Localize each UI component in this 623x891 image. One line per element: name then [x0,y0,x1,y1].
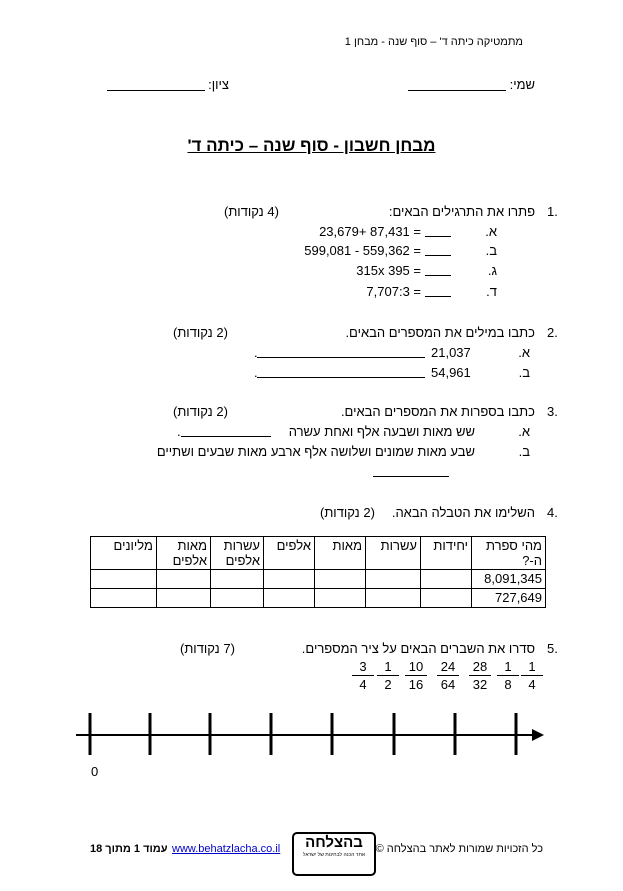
q2-points: (2 נקודות) [173,325,228,340]
q5-number: 5. [547,641,558,656]
table-cell[interactable] [315,589,366,608]
number-line [70,705,550,755]
grade-label: ציון: [208,77,229,92]
q1-answer-field[interactable] [425,264,451,276]
q3-item-value: שש מאות ושבעה אלף ואחת עשרה [288,424,475,439]
q3-answer-field[interactable] [373,465,449,477]
table-cell[interactable] [157,589,211,608]
q3-text: כתבו בספרות את המספרים הבאים. [340,404,535,419]
q2-item-letter: א. [518,345,530,360]
q4-text: השלימו את הטבלה הבאה. [391,505,535,520]
table-header: מהי ספרת ה-? [472,537,546,570]
footer-rights: כל הזכויות שמורות לאתר בהצלחה © [375,843,543,855]
q1-item-letter: א. [485,224,497,239]
site-link[interactable]: www.behatzlacha.co.il [172,843,281,855]
table-row [91,570,546,589]
period: . [177,424,181,439]
q1-answer-field[interactable] [425,225,451,237]
q3-number: 3. [547,404,558,419]
q3-item-letter: ב. [518,444,530,459]
fraction: $\frac{24}{64}$ [437,659,459,692]
fraction: $\frac{1}{8}$ [497,659,519,692]
table-cell-number: 8,091,345 [472,570,546,589]
q1-item-expr: 23,679+ 87,431 = [319,224,421,239]
table-header: מאות [315,537,366,570]
table-header: עשרות אלפים [211,537,264,570]
q3-points: (2 נקודות) [173,404,228,419]
page-title: מבחן חשבון - סוף שנה – כיתה ד' [187,136,436,155]
q3-answer-field[interactable] [181,425,271,437]
table-cell[interactable] [264,589,315,608]
q5-points: (7 נקודות) [180,641,235,656]
period: . [254,365,258,380]
q5-text: סדרו את השברים הבאים על ציר המספרים. [301,641,535,656]
table-cell[interactable] [91,589,157,608]
q1-item-letter: ב. [485,243,497,258]
logo [292,832,376,876]
table-header: אלפים [264,537,315,570]
q1-item-letter: ד. [486,284,497,299]
q1-item-letter: ג. [487,263,497,278]
q2-answer-field[interactable] [257,346,425,358]
q1-points: (4 נקודות) [224,204,279,219]
q4-points: (2 נקודות) [320,505,375,520]
q2-text: כתבו במילים את המספרים הבאים. [345,325,535,340]
table-cell[interactable] [421,570,472,589]
table-cell[interactable] [91,570,157,589]
table-header: מליונים [91,537,157,570]
table-cell[interactable] [211,570,264,589]
q2-number: 2. [547,325,558,340]
fraction: $\frac{10}{16}$ [405,659,427,692]
place-value-table [90,536,546,608]
table-cell[interactable] [211,589,264,608]
q2-item-letter: ב. [518,365,530,380]
header-title: מתמטיקה כיתה ד' – סוף שנה - מבחן 1 [344,36,523,48]
arrow-right-icon [532,729,544,741]
q2-item-value: 54,961 [431,365,471,380]
name-label: שמי: [509,77,535,92]
fraction: $\frac{28}{32}$ [469,659,491,692]
q1-answer-field[interactable] [425,244,451,256]
q1-item-expr: 315x 395 = [356,263,421,278]
q1-answer-field[interactable] [425,285,451,297]
q1-text: פתרו את התרגילים הבאים: [388,204,535,219]
table-cell-number: 727,649 [472,589,546,608]
page-counter: עמוד 1 מתוך 18 [90,843,168,855]
table-header: מאות אלפים [157,537,211,570]
table-cell[interactable] [421,589,472,608]
logo-text: בהצלחה [305,834,363,851]
q3-item-value: שבע מאות שמונים ושלושה אלף ארבע מאות שבעים ושתיים [156,444,475,459]
table-cell[interactable] [264,570,315,589]
table-cell[interactable] [366,570,421,589]
table-cell[interactable] [366,589,421,608]
table-header: יחידות [421,537,472,570]
name-field[interactable] [408,90,506,91]
fraction: $\frac{1}{2}$ [377,659,399,692]
q1-item-expr: 599,081 - 559,362 = [304,243,421,258]
q1-number: 1. [547,204,558,219]
zero-label: 0 [91,764,99,779]
period: . [254,345,258,360]
table-row [91,589,546,608]
table-cell[interactable] [157,570,211,589]
q1-item-expr: 7,707:3 = [366,284,421,299]
q2-item-value: 21,037 [431,345,471,360]
table-cell[interactable] [315,570,366,589]
q3-item-letter: א. [518,424,530,439]
q2-answer-field[interactable] [257,366,425,378]
fraction: $\frac{1}{4}$ [521,659,543,692]
logo-tagline: אתר הכנה לבחינות של ישראל [302,852,366,858]
fraction: $\frac{3}{4}$ [352,659,374,692]
q4-number: 4. [547,505,558,520]
grade-field[interactable] [107,90,205,91]
table-header: עשרות [366,537,421,570]
table-header-row [91,537,546,570]
